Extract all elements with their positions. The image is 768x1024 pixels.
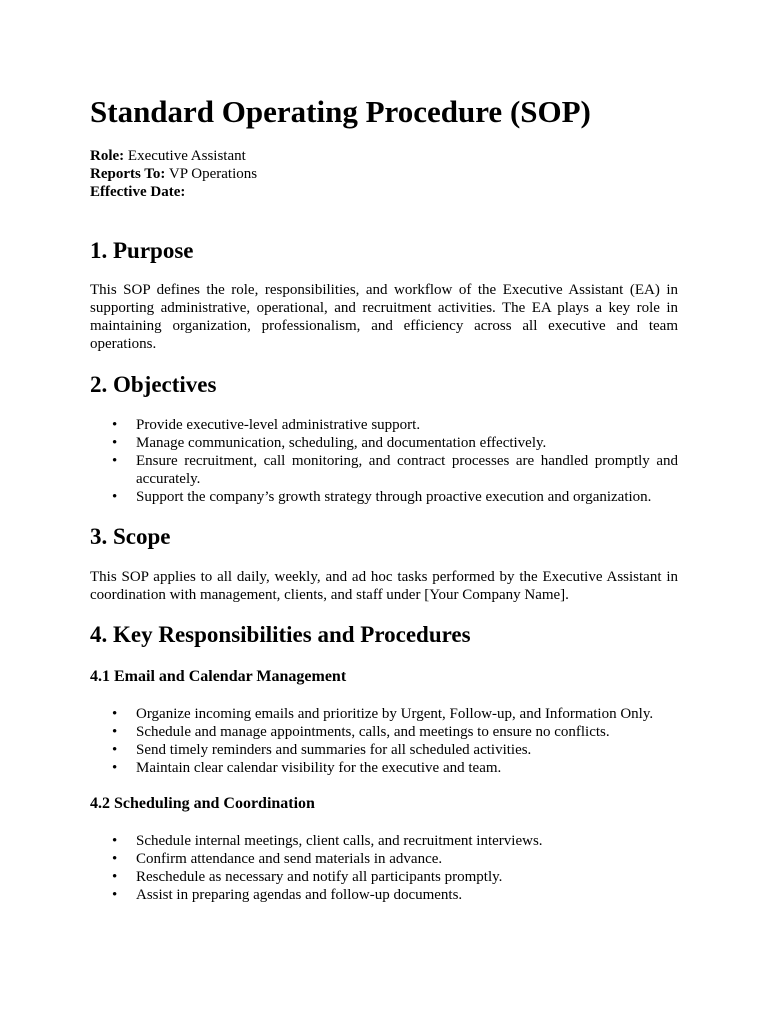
email-calendar-heading: 4.1 Email and Calendar Management — [90, 668, 347, 685]
bullet-icon: • — [112, 453, 118, 469]
list-item-text: Provide executive-level administrative support. — [136, 417, 421, 433]
list-item-text: Maintain clear calendar visibility for the executive and team. — [136, 760, 502, 776]
list-item — [90, 741, 678, 759]
list-item-text: Ensure recruitment, call monitoring, and contract processes are handled promptly and accurately. — [136, 453, 678, 487]
bullet-icon: • — [112, 724, 118, 740]
scope-heading: 3. Scope — [90, 524, 171, 549]
meta-date-label: Effective Date: — [90, 184, 186, 200]
list-item-text: Support the company’s growth strategy through proactive execution and organization. — [136, 489, 652, 505]
bullet-icon: • — [112, 742, 118, 758]
list-item — [90, 723, 678, 741]
meta-effective-date — [90, 183, 257, 201]
list-item — [90, 759, 678, 777]
meta-reports-value: VP Operations — [165, 166, 258, 182]
bullet-icon: • — [112, 887, 118, 903]
meta-role-value: Executive Assistant — [124, 148, 246, 164]
bullet-icon: • — [112, 833, 118, 849]
email-calendar-list — [90, 705, 678, 777]
list-item-text: Send timely reminders and summaries for all scheduled activities. — [136, 742, 532, 758]
list-item-text: Assist in preparing agendas and follow-up documents. — [136, 887, 463, 903]
purpose-text: This SOP defines the role, responsibilities, and workflow of the Executive Assistant (EA) in supporting administrative, operational, and recruitment activities. The EA plays a key role in maintaining organization, professionalism, and efficiency across all executive and team operations. — [90, 282, 678, 352]
list-item-text: Organize incoming emails and prioritize by Urgent, Follow-up, and Information Only. — [136, 706, 654, 722]
scheduling-list — [90, 832, 678, 904]
meta-reports-to — [90, 165, 257, 183]
bullet-icon: • — [112, 760, 118, 776]
list-item — [90, 705, 678, 723]
meta-role-label: Role: — [90, 148, 125, 164]
meta-reports-label: Reports To: — [90, 166, 166, 182]
bullet-icon: • — [112, 489, 118, 505]
list-item-text: Reschedule as necessary and notify all participants promptly. — [136, 869, 503, 885]
bullet-icon: • — [112, 851, 118, 867]
list-item — [90, 488, 678, 506]
list-item — [90, 832, 678, 850]
list-item — [90, 434, 678, 452]
list-item — [90, 886, 678, 904]
list-item — [90, 416, 678, 434]
responsibilities-heading: 4. Key Responsibilities and Procedures — [90, 622, 471, 647]
bullet-icon: • — [112, 417, 118, 433]
list-item-text: Confirm attendance and send materials in advance. — [136, 851, 443, 867]
bullet-icon: • — [112, 869, 118, 885]
list-item-text: Schedule and manage appointments, calls, and meetings to ensure no conflicts. — [136, 724, 610, 740]
scheduling-heading: 4.2 Scheduling and Coordination — [90, 795, 315, 812]
objectives-heading: 2. Objectives — [90, 372, 217, 397]
list-item-text: Manage communication, scheduling, and documentation effectively. — [136, 435, 547, 451]
bullet-icon: • — [112, 435, 118, 451]
document-title: Standard Operating Procedure (SOP) — [90, 94, 591, 129]
list-item-text: Schedule internal meetings, client calls, and recruitment interviews. — [136, 833, 543, 849]
scope-text: This SOP applies to all daily, weekly, and ad hoc tasks performed by the Executive Assistant in coordination with management, clients, and staff under [Your Company Name]. — [90, 569, 678, 603]
document-meta — [90, 147, 257, 201]
meta-role — [90, 147, 257, 165]
list-item — [90, 868, 678, 886]
purpose-heading: 1. Purpose — [90, 238, 194, 263]
objectives-list — [90, 416, 678, 506]
list-item — [90, 452, 678, 488]
list-item — [90, 850, 678, 868]
bullet-icon: • — [112, 706, 118, 722]
